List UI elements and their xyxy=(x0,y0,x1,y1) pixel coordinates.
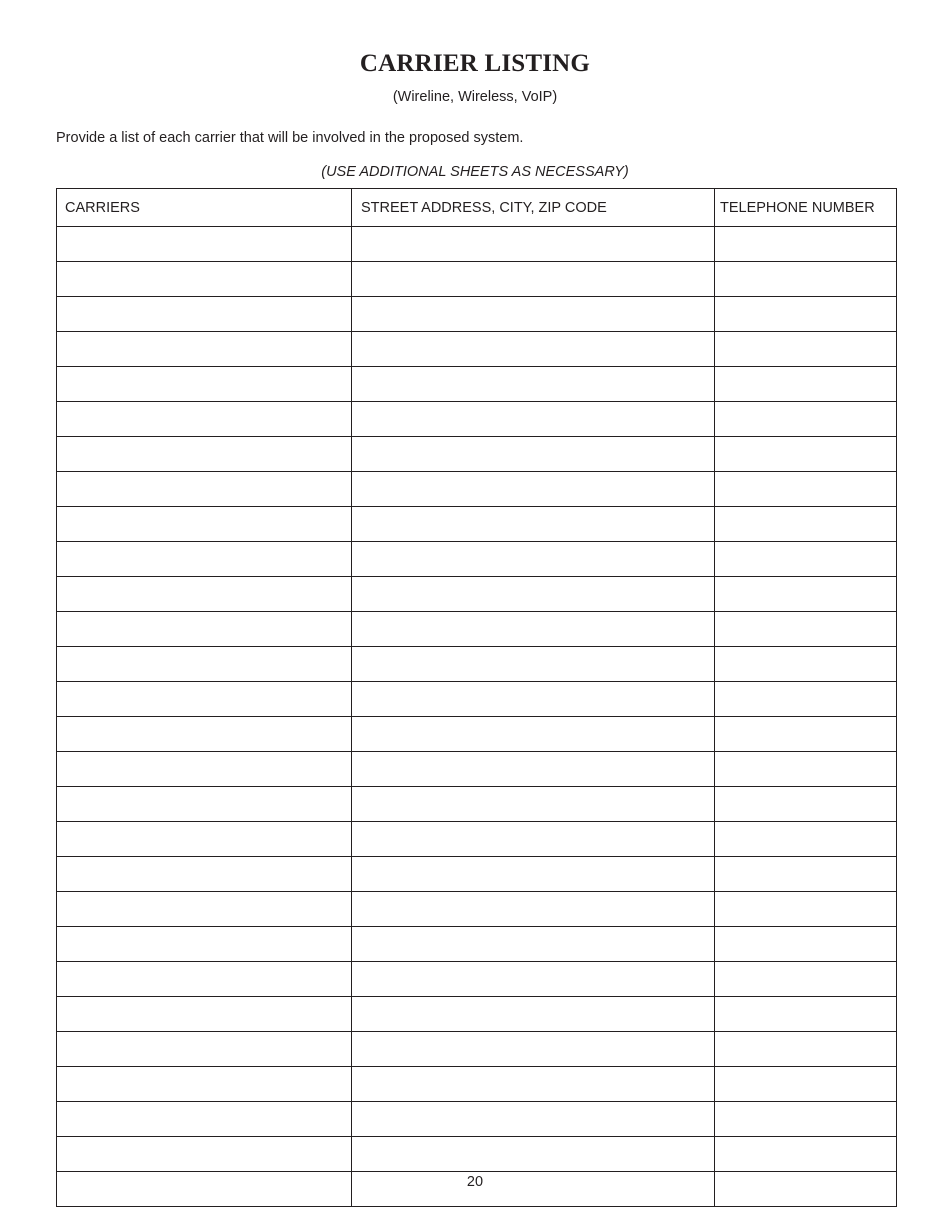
table-row xyxy=(57,647,897,682)
telephone-cell[interactable] xyxy=(715,402,897,437)
table-row xyxy=(57,787,897,822)
carrier-cell[interactable] xyxy=(57,892,352,927)
carrier-cell[interactable] xyxy=(57,787,352,822)
address-cell[interactable] xyxy=(352,997,715,1032)
carrier-cell[interactable] xyxy=(57,332,352,367)
address-cell[interactable] xyxy=(352,332,715,367)
telephone-cell[interactable] xyxy=(715,577,897,612)
instruction-text: Provide a list of each carrier that will be involved in the proposed system. xyxy=(56,130,524,146)
carrier-cell[interactable] xyxy=(57,962,352,997)
address-cell[interactable] xyxy=(352,542,715,577)
address-cell[interactable] xyxy=(352,367,715,402)
carrier-cell[interactable] xyxy=(57,227,352,262)
table-row xyxy=(57,997,897,1032)
table-row xyxy=(57,542,897,577)
address-cell[interactable] xyxy=(352,262,715,297)
carrier-cell[interactable] xyxy=(57,507,352,542)
address-cell[interactable] xyxy=(352,1067,715,1102)
telephone-cell[interactable] xyxy=(715,997,897,1032)
carrier-cell[interactable] xyxy=(57,402,352,437)
telephone-cell[interactable] xyxy=(715,682,897,717)
table-row xyxy=(57,1067,897,1102)
table-row xyxy=(57,227,897,262)
telephone-cell[interactable] xyxy=(715,752,897,787)
column-header-address: STREET ADDRESS, CITY, ZIP CODE xyxy=(352,189,715,227)
address-cell[interactable] xyxy=(352,507,715,542)
table-row xyxy=(57,717,897,752)
telephone-cell[interactable] xyxy=(715,297,897,332)
carrier-cell[interactable] xyxy=(57,542,352,577)
table-row xyxy=(57,927,897,962)
address-cell[interactable] xyxy=(352,612,715,647)
column-header-telephone: TELEPHONE NUMBER xyxy=(715,189,897,227)
carrier-cell[interactable] xyxy=(57,262,352,297)
table-row xyxy=(57,892,897,927)
carrier-cell[interactable] xyxy=(57,437,352,472)
address-cell[interactable] xyxy=(352,227,715,262)
carrier-cell[interactable] xyxy=(57,927,352,962)
telephone-cell[interactable] xyxy=(715,822,897,857)
telephone-cell[interactable] xyxy=(715,857,897,892)
table-row xyxy=(57,262,897,297)
telephone-cell[interactable] xyxy=(715,647,897,682)
carrier-cell[interactable] xyxy=(57,367,352,402)
table-row xyxy=(57,472,897,507)
table-header-row xyxy=(57,189,897,227)
table-row xyxy=(57,402,897,437)
table-row xyxy=(57,1137,897,1172)
carrier-cell[interactable] xyxy=(57,577,352,612)
carrier-cell[interactable] xyxy=(57,997,352,1032)
carrier-cell[interactable] xyxy=(57,1102,352,1137)
address-cell[interactable] xyxy=(352,857,715,892)
telephone-cell[interactable] xyxy=(715,1137,897,1172)
carrier-cell[interactable] xyxy=(57,822,352,857)
carrier-cell[interactable] xyxy=(57,1067,352,1102)
telephone-cell[interactable] xyxy=(715,262,897,297)
telephone-cell[interactable] xyxy=(715,1032,897,1067)
table-row xyxy=(57,507,897,542)
telephone-cell[interactable] xyxy=(715,717,897,752)
carrier-cell[interactable] xyxy=(57,647,352,682)
telephone-cell[interactable] xyxy=(715,367,897,402)
table-row xyxy=(57,1032,897,1067)
telephone-cell[interactable] xyxy=(715,927,897,962)
table-row xyxy=(57,437,897,472)
address-cell[interactable] xyxy=(352,682,715,717)
table-row xyxy=(57,962,897,997)
carrier-cell[interactable] xyxy=(57,717,352,752)
table-row xyxy=(57,367,897,402)
table-row xyxy=(57,1102,897,1137)
table-row xyxy=(57,577,897,612)
page-title: CARRIER LISTING xyxy=(359,50,591,77)
telephone-cell[interactable] xyxy=(715,437,897,472)
address-cell[interactable] xyxy=(352,927,715,962)
address-cell[interactable] xyxy=(352,647,715,682)
address-cell[interactable] xyxy=(352,1137,715,1172)
telephone-cell[interactable] xyxy=(715,612,897,647)
carrier-table xyxy=(56,188,897,1207)
carrier-cell[interactable] xyxy=(57,1032,352,1067)
address-cell[interactable] xyxy=(352,752,715,787)
table-row xyxy=(57,682,897,717)
telephone-cell[interactable] xyxy=(715,892,897,927)
address-cell[interactable] xyxy=(352,1032,715,1067)
address-cell[interactable] xyxy=(352,892,715,927)
address-cell[interactable] xyxy=(352,822,715,857)
column-header-carriers: CARRIERS xyxy=(57,189,352,227)
address-cell[interactable] xyxy=(352,577,715,612)
carrier-cell[interactable] xyxy=(57,752,352,787)
table-row xyxy=(57,332,897,367)
address-cell[interactable] xyxy=(352,962,715,997)
address-cell[interactable] xyxy=(352,402,715,437)
page-number: 20 xyxy=(466,1174,484,1190)
address-cell[interactable] xyxy=(352,437,715,472)
table-row xyxy=(57,752,897,787)
telephone-cell[interactable] xyxy=(715,787,897,822)
carrier-cell[interactable] xyxy=(57,1137,352,1172)
table-row xyxy=(57,297,897,332)
telephone-cell[interactable] xyxy=(715,542,897,577)
address-cell[interactable] xyxy=(352,717,715,752)
telephone-cell[interactable] xyxy=(715,227,897,262)
address-cell[interactable] xyxy=(352,787,715,822)
telephone-cell[interactable] xyxy=(715,962,897,997)
address-cell[interactable] xyxy=(352,472,715,507)
telephone-cell[interactable] xyxy=(715,1067,897,1102)
address-cell[interactable] xyxy=(352,297,715,332)
carrier-cell[interactable] xyxy=(57,612,352,647)
page-subtitle: (Wireline, Wireless, VoIP) xyxy=(392,89,558,105)
carrier-cell[interactable] xyxy=(57,682,352,717)
table-body xyxy=(57,227,897,1207)
table-row xyxy=(57,822,897,857)
carrier-cell[interactable] xyxy=(57,297,352,332)
table-row xyxy=(57,612,897,647)
telephone-cell[interactable] xyxy=(715,472,897,507)
additional-sheets-note: (USE ADDITIONAL SHEETS AS NECESSARY) xyxy=(321,164,629,180)
telephone-cell[interactable] xyxy=(715,1102,897,1137)
table-row xyxy=(57,857,897,892)
carrier-cell[interactable] xyxy=(57,857,352,892)
telephone-cell[interactable] xyxy=(715,332,897,367)
address-cell[interactable] xyxy=(352,1102,715,1137)
telephone-cell[interactable] xyxy=(715,507,897,542)
carrier-cell[interactable] xyxy=(57,472,352,507)
